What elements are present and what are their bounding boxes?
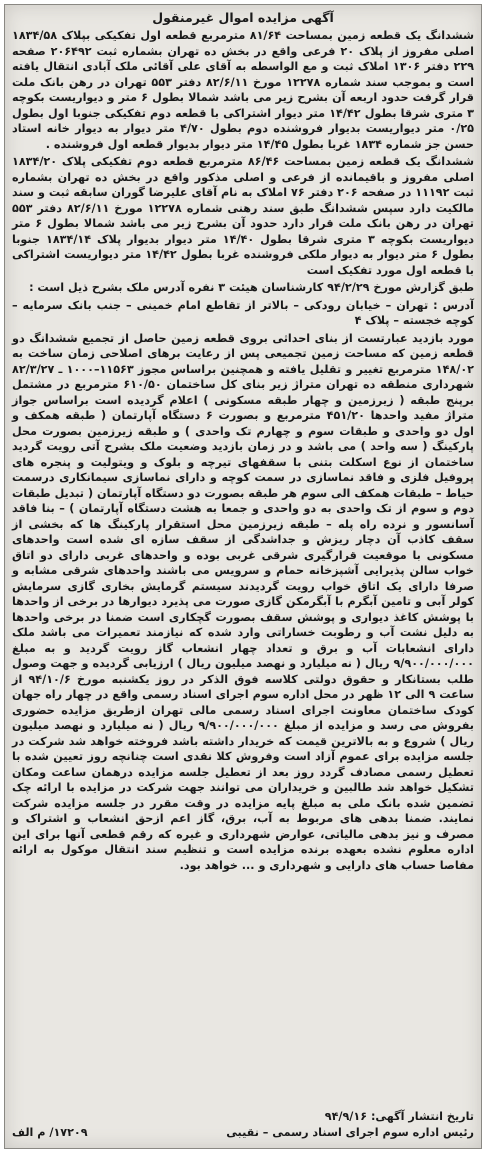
paragraph-expert-report: طبق گزارش مورخ ۹۴/۲/۲۹ کارشناسان هیئت ۳ نفره آدرس ملک بشرح ذیل است : xyxy=(29,281,474,294)
paragraph-second-plot: ششدانگ یک قطعه زمین بمساحت ۸۶/۴۶ مترمربع قطعه دوم تفکیکی پلاک ۱۸۳۴/۲۰ اصلی مفروز و باقیمانده از فرعی و اصلی مذکور واقع در بخش ده تهران بشماره ثبت ۱۱۱۹۲ در صفحه ۲۰۶ دفتر ۷۶ املاک به نام آقای علیرضا گوران سابقه ثبت و سند مالکیت دارد سپس ششدانگ طبق سند رهنی شماره ۱۲۲۷۸ مورخ ۸۲/۶/۱۱ دفتر ۵۵۳ تهران در رهن بانک ملت قرار دارد حدود آن بشرح زیر می باشد شمالا بطول ۶ متر دیواریست بکوچه ۳ متری شرقا بطول ۱۴/۴۰ متر دیوار بدیوار پلاک ۱۸۳۴/۱۴ جنوبا بطول ۶ متر دیوار به دیوار ملکی فروشنده غربا بطول ۱۴/۴۲ متر دیواریست اشتراکی با قطعه اول مورد تفکیک است xyxy=(12,155,474,277)
paragraph-address: آدرس : تهران – خیابان رودکی – بالاتر از تقاطع امام خمینی – جنب بانک سرمایه – کوچه خجسته – پلاک ۴ xyxy=(12,298,474,327)
notice-title: آگهی مزایده اموال غیرمنقول xyxy=(152,10,334,25)
newspaper-clipping xyxy=(4,4,482,1149)
reference-number: ۱۷۲۰۹/ م الف xyxy=(12,1125,88,1139)
signature: رئیس اداره سوم اجرای اسناد رسمی – نقیبی xyxy=(226,1125,474,1139)
footer-signature-row xyxy=(12,1125,474,1141)
paragraph-first-plot: ششدانگ یک قطعه زمین بمساحت ۸۱/۶۴ مترمربع قطعه اول تفکیکی بپلاک ۱۸۳۴/۵۸ اصلی مفروز از پلاک ۲۰ فرعی واقع در بخش ده تهران بشماره ثبت ۲۰۶۴۹۲ صفحه ۲۲۹ دفتر ۱۳۰۶ املاک ثبت و مع الواسطه به آقای علی آقائی ملک آبادی انتقال یافته است و بموجب سند شماره ۱۲۲۷۸ مورخ ۸۲/۶/۱۱ دفتر ۵۵۳ تهران در رهن بانک ملت قرار گرفت حدود اربعه آن بشرح زیر می باشد شمالا بطول ۶ متر و دیواریست بکوچه ۳ متری شرقا بطول ۱۴/۴۲ متر دیوار اشتراکی با قطعه دوم تفکیکی جنوبا اول بطول ۰/۲۵ متر دیواریست بدیوار فروشنده دوم بطول ۴/۷۰ متر دیوار به دیوار خانه استاد حسن جز شماره ۱۸۳۴ غربا بطول ۱۴/۴۵ متر دیوار بدیوار قطعه اول فروشنده . xyxy=(12,29,475,151)
notice-body xyxy=(12,28,474,873)
publish-date-line: تاریخ انتشار آگهی: ۹۴/۹/۱۶ xyxy=(324,1110,474,1123)
paragraph-property-details: مورد بازدید عبارتست از بنای احداثی بروی قطعه زمین حاصل از تجمیع ششدانگ دو قطعه زمین که مساحت زمین تجمیعی پس از رعایت برهای اصلاحی زمان ساخت به ۱۴۸/۰۲ مترمربع تغییر و تقلیل یافته و همچنین براساس مجوز ۱۱۵۶۳–۱۰۰۰ ـ ۸۲/۳/۲۷ شهرداری منطقه ده تهران متراژ زیر بنای کل ساختمان ۶۱۰/۵۰ مترمربع در مشتمل برپنج طبقه ( زیرزمین و چهار طبقه مسکونی ) اعلام گردیده است براساس جواز متراژ مفید واحدها ۴۵۱/۲۰ مترمربع و بصورت ۶ دستگاه آپارتمان ( طبقه همکف و اول دو واحدی و طبقات سوم و چهارم تک واحدی ) و طبقه زیرزمین بصورت محل پارکینگ ( سه واحد ) می باشد و در زمان بازدید وضعیت ملک بشرح آتی رویت گردید ساختمان از نوع اسکلت بتنی با سقفهای تیرچه و بلوک و ویتولیت و پنجره های پروفیل فلزی و فاقد نماسازی در سمت کوچه و دارای نماسازی سیمانکاری درسمت حیاط – طبقات همکف الی سوم هر طبقه بصورت دو دستگاه آپارتمان ( تبدیل طبقات دوم و سوم از تک واحدی به دو واحدی و جمعا به هشت دستگاه آپارتمان ) – بنا فاقد آسانسور و نرده راه پله – طبقه زیرزمین محل استقرار پارکینگ ها که بخشی از سقف کاذب آن دچار ریزش و جداشدگی از سقف سازه ای شده است واحدهای مسکونی با موقعیت قرارگیری شرقی غربی بوده و واحدهای غربی دارای دو اتاق خواب سالن پذیرایی آشپزخانه حمام و سرویس می باشند واحدهای شرقی مشابه و صرفا دارای یک اتاق خواب رویت گردیدند سیستم گرمایش بخاری گازی سرمایش کولر آبی و تامین آبگرم با آبگرمکن گازی صورت می پذیرد دیوارها در برخی از واحدها با پوشش کاغذ دیواری و پوشش سقف بصورت گچکاری است ضمنا در برخی واحدها به دلیل نشت آب و رطوبت خساراتی وارد شده که نیازمند تعمیرات می باشد ملک دارای انشعابات آب و برق و تعداد چهار انشعاب گاز رویت گردید و به مبلغ ۹/۹۰۰/۰۰۰/۰۰۰ ریال ( نه میلیارد و نهصد میلیون ریال ) ارزیابی گردیده و جهت وصول طلب بستانکار و حقوق دولتی کلاسه فوق الذکر در روز یکشنبه مورخ ۹۴/۱۰/۶ از ساعت ۹ الی ۱۲ ظهر در محل اداره سوم اجرای اسناد رسمی واقع در چهار راه جهان کودک ساختمان معاونت اجرای اسناد رسمی مالی تهران ازطریق مزایده حضوری بفروش می رسد و مزایده از مبلغ ۹/۹۰۰/۰۰۰/۰۰۰ ریال ( نه میلیارد و نهصد میلیون ریال ) شروع و به بالاترین قیمت که خریدار داشته باشد فروخته خواهد شد شرکت در جلسه مزایده برای عموم آزاد است وفروش کلا نقدی است چنانچه روز تعیین شده با تعطیل رسمی مصادف گردد روز بعد از تعطیل جلسه مزایده درهمان ساعت ومکان تشکیل خواهد شد طالبین و خریداران می توانند جهت شرکت در مزایده با ارائه چک تضمین شده بانک ملی به مبلغ پایه مزایده در وقت مقرر در جلسه مزایده شرکت نمایند. ضمنا بدهی های مربوط به آب، برق، گاز اعم ازحق انشعاب و اشتراک و مصرف و نیز بدهی مالیاتی، عوارض شهرداری و غیره که رقم قطعی آنها برای این اداره معلوم نشده بعهده برنده مزایده است و تنظیم سند انتقال موکول به ارائه مفاصا حساب های دارایی و شهرداری و ... خواهد بود. xyxy=(12,331,474,872)
notice-footer xyxy=(12,1109,474,1140)
